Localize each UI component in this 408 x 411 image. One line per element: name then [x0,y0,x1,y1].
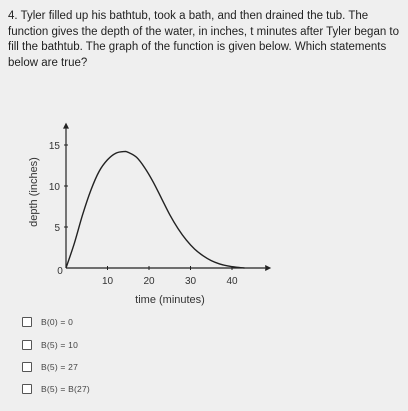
y-tick-label: 10 [48,182,60,193]
x-axis-arrow [265,265,271,271]
choice-label: B(5) = 27 [41,362,78,372]
choice-label: B(0) = 0 [41,317,74,327]
x-tick-label: 30 [184,276,197,287]
question-text: 4. Tyler filled up his bathtub, took a bath, and then drained the tub. The function gives the depth of the water, in inches, t minutes after Tyler began to fill the bathtub. The graph of the function is given below. Which statements below are true? [8,10,400,69]
checkbox[interactable] [22,317,32,327]
depth-curve [66,151,244,268]
checkbox[interactable] [22,340,32,350]
checkbox[interactable] [22,362,32,372]
graph-ticks [49,141,238,287]
x-axis-label: time (minutes) [135,294,205,306]
choice-b5-equals-10[interactable] [22,337,78,353]
y-tick-label: 15 [48,141,60,152]
choice-label: B(5) = B(27) [41,384,90,394]
choice-label: B(5) = 10 [41,340,78,350]
choice-b0-equals-0[interactable] [22,314,73,330]
checkbox[interactable] [22,384,32,394]
y-axis-label: depth (inches) [28,157,40,227]
choice-b5-equals-27[interactable] [22,359,78,375]
x-tick-label: 20 [143,276,155,287]
y-tick-label: 5 [54,223,60,234]
graph-axes [63,123,271,271]
origin-label: 0 [57,266,63,277]
y-axis-arrow [63,123,69,129]
x-tick-label: 40 [226,276,238,287]
choice-b5-equals-b27[interactable] [22,381,90,397]
x-tick-label: 10 [101,276,114,287]
